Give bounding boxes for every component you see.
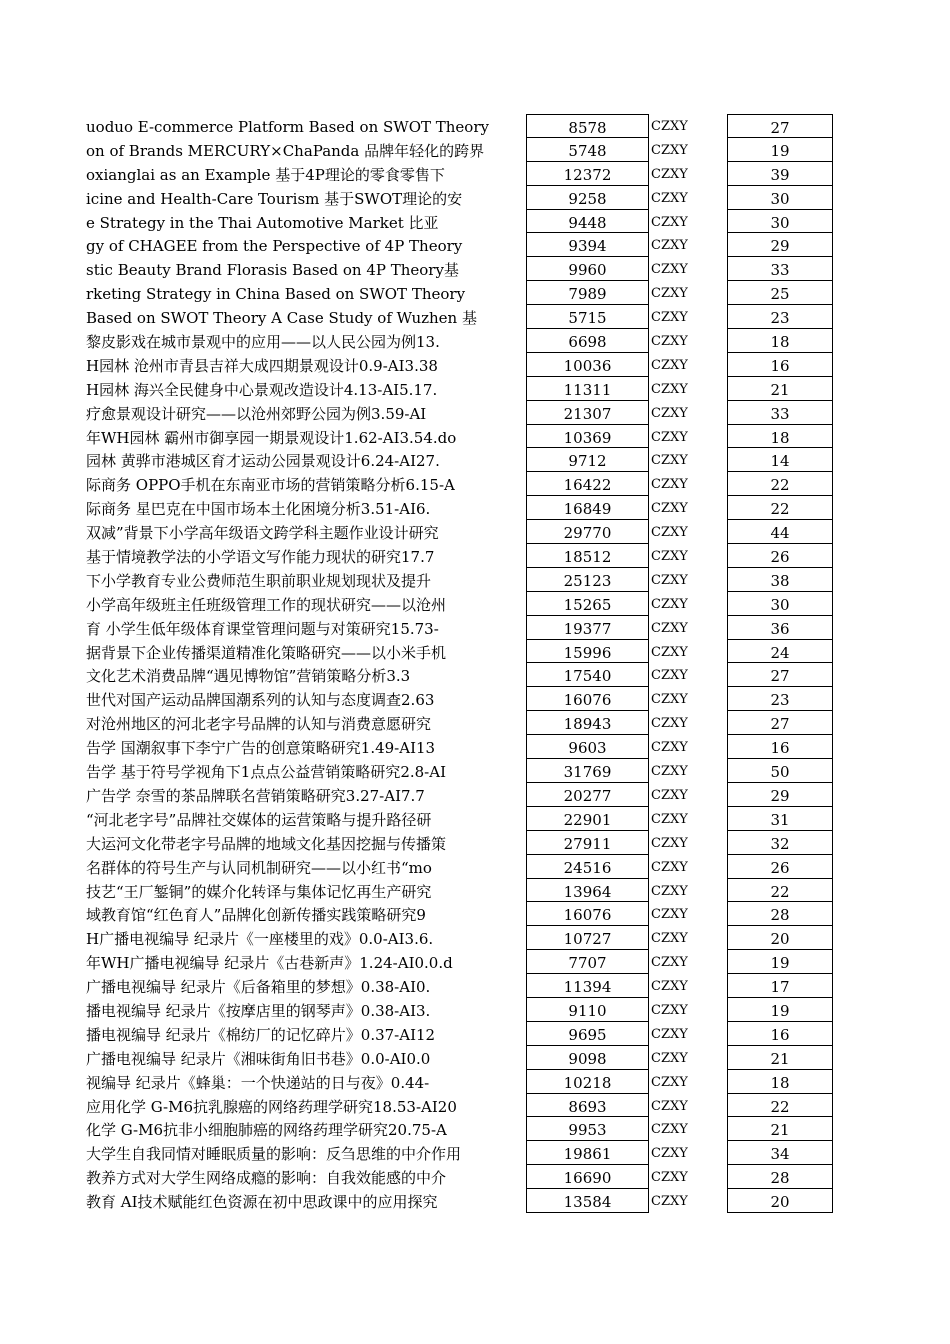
value-cell[interactable]: 29 bbox=[727, 233, 833, 257]
value-cell[interactable]: 14 bbox=[727, 448, 833, 472]
number-cell[interactable]: 11394 bbox=[526, 974, 649, 998]
code-cell[interactable]: CZXY bbox=[651, 549, 688, 565]
table-row bbox=[0, 640, 950, 664]
value-cell[interactable]: 21 bbox=[727, 377, 833, 401]
title-text: 年WH广播电视编导 纪录片《古巷新声》1.24-AI0.0.d bbox=[86, 954, 453, 973]
number-cell[interactable]: 9603 bbox=[526, 735, 649, 759]
value-cell[interactable]: 19 bbox=[727, 950, 833, 974]
title-text: “河北老字号”品牌社交媒体的运营策略与提升路径研 bbox=[86, 810, 432, 829]
number-cell[interactable]: 31769 bbox=[526, 759, 649, 783]
number-cell[interactable]: 9695 bbox=[526, 1022, 649, 1046]
value-cell[interactable]: 26 bbox=[727, 544, 833, 568]
table-row bbox=[0, 592, 950, 616]
number-cell[interactable]: 19377 bbox=[526, 616, 649, 640]
title-text: 下小学教育专业公费师范生职前职业规划现状及提升 bbox=[86, 571, 432, 590]
number-cell[interactable]: 9098 bbox=[526, 1046, 649, 1070]
title-text: rketing Strategy in China Based on SWOT Theory bbox=[86, 285, 466, 304]
value-cell[interactable]: 18 bbox=[727, 1070, 833, 1094]
value-cell[interactable]: 27 bbox=[727, 663, 833, 687]
table-row bbox=[0, 425, 950, 449]
value-cell[interactable]: 30 bbox=[727, 186, 833, 210]
value-cell[interactable]: 34 bbox=[727, 1141, 833, 1165]
title-cell[interactable] bbox=[86, 233, 526, 257]
table-row bbox=[0, 1094, 950, 1118]
code-cell[interactable]: CZXY bbox=[651, 716, 688, 732]
number-cell[interactable]: 5748 bbox=[526, 138, 649, 162]
title-text: 教育 AI技术赋能红色资源在初中思政课中的应用探究 bbox=[86, 1193, 438, 1212]
table-row bbox=[0, 568, 950, 592]
title-text: 世代对国产运动品牌国潮系列的认知与态度调查2.63 bbox=[86, 691, 435, 710]
code-cell[interactable]: CZXY bbox=[651, 764, 688, 780]
number-cell[interactable]: 18943 bbox=[526, 711, 649, 735]
number-cell[interactable]: 10036 bbox=[526, 353, 649, 377]
code-cell[interactable]: CZXY bbox=[651, 1170, 688, 1186]
value-cell[interactable]: 18 bbox=[727, 329, 833, 353]
table-row bbox=[0, 974, 950, 998]
number-cell[interactable]: 13584 bbox=[526, 1189, 649, 1213]
code-cell[interactable]: CZXY bbox=[651, 501, 688, 517]
number-cell[interactable]: 25123 bbox=[526, 568, 649, 592]
code-cell[interactable]: CZXY bbox=[651, 453, 688, 469]
code-cell[interactable]: CZXY bbox=[651, 357, 688, 373]
table-row bbox=[0, 448, 950, 472]
title-cell[interactable] bbox=[86, 1094, 526, 1118]
table-row bbox=[0, 950, 950, 974]
code-cell[interactable]: CZXY bbox=[651, 572, 688, 588]
code-cell[interactable]: CZXY bbox=[651, 620, 688, 636]
table-row bbox=[0, 735, 950, 759]
value-cell[interactable]: 16 bbox=[727, 735, 833, 759]
value-cell[interactable]: 20 bbox=[727, 926, 833, 950]
value-cell[interactable]: 18 bbox=[727, 425, 833, 449]
value-cell[interactable]: 39 bbox=[727, 162, 833, 186]
title-cell[interactable] bbox=[86, 1022, 526, 1046]
table-row bbox=[0, 687, 950, 711]
title-cell[interactable] bbox=[86, 448, 526, 472]
title-text: 际商务 OPPO手机在东南亚市场的营销策略分析6.15-A bbox=[86, 476, 455, 495]
table-row bbox=[0, 1189, 950, 1213]
title-cell[interactable] bbox=[86, 1070, 526, 1094]
value-cell[interactable]: 33 bbox=[727, 401, 833, 425]
code-cell[interactable]: CZXY bbox=[651, 1002, 688, 1018]
title-cell[interactable] bbox=[86, 687, 526, 711]
title-text: 技艺“王厂錾铜”的媒介化转译与集体记忆再生产研究 bbox=[86, 882, 432, 901]
title-cell[interactable] bbox=[86, 974, 526, 998]
title-cell[interactable] bbox=[86, 879, 526, 903]
value-cell[interactable]: 19 bbox=[727, 138, 833, 162]
title-text: 大学生自我同情对睡眠质量的影响：反刍思维的中介作用 bbox=[86, 1145, 462, 1164]
title-cell[interactable] bbox=[86, 711, 526, 735]
number-cell[interactable]: 7707 bbox=[526, 950, 649, 974]
code-cell[interactable]: CZXY bbox=[651, 907, 688, 923]
title-cell[interactable] bbox=[86, 735, 526, 759]
code-cell[interactable]: CZXY bbox=[651, 931, 688, 947]
title-text: 名群体的符号生产与认同机制研究——以小红书“mo bbox=[86, 858, 432, 877]
value-cell[interactable]: 38 bbox=[727, 568, 833, 592]
code-cell[interactable]: CZXY bbox=[651, 286, 688, 302]
table-row bbox=[0, 879, 950, 903]
value-cell[interactable]: 22 bbox=[727, 472, 833, 496]
title-text: 告学 基于符号学视角下1点点公益营销策略研究2.8-AI bbox=[86, 763, 446, 782]
title-cell[interactable] bbox=[86, 1189, 526, 1213]
table-row bbox=[0, 783, 950, 807]
title-cell[interactable] bbox=[86, 1165, 526, 1189]
number-cell[interactable]: 9712 bbox=[526, 448, 649, 472]
code-cell[interactable]: CZXY bbox=[651, 334, 688, 350]
code-cell[interactable]: CZXY bbox=[651, 525, 688, 541]
title-cell[interactable] bbox=[86, 759, 526, 783]
title-cell[interactable] bbox=[86, 353, 526, 377]
title-cell[interactable] bbox=[86, 568, 526, 592]
table-row bbox=[0, 998, 950, 1022]
code-cell[interactable]: CZXY bbox=[651, 142, 688, 158]
table-row bbox=[0, 926, 950, 950]
title-text: 广播电视编导 纪录片《后备箱里的梦想》0.38-AI0. bbox=[86, 978, 431, 997]
title-cell[interactable] bbox=[86, 1141, 526, 1165]
value-cell[interactable]: 22 bbox=[727, 496, 833, 520]
title-text: 大运河文化带老字号品牌的地域文化基因挖掘与传播策 bbox=[86, 834, 447, 853]
title-text: oxianglai as an Example 基于4P理论的零食零售下 bbox=[86, 165, 445, 184]
code-cell[interactable]: CZXY bbox=[651, 955, 688, 971]
title-cell[interactable] bbox=[86, 807, 526, 831]
title-cell[interactable] bbox=[86, 257, 526, 281]
title-cell[interactable] bbox=[86, 520, 526, 544]
title-text: Based on SWOT Theory A Case Study of Wuzhen 基 bbox=[86, 309, 477, 328]
code-cell[interactable]: CZXY bbox=[651, 668, 688, 684]
title-cell[interactable] bbox=[86, 472, 526, 496]
table-row bbox=[0, 114, 950, 138]
value-cell[interactable]: 33 bbox=[727, 257, 833, 281]
value-cell[interactable]: 29 bbox=[727, 783, 833, 807]
table-row bbox=[0, 807, 950, 831]
value-cell[interactable]: 28 bbox=[727, 902, 833, 926]
title-text: icine and Health-Care Tourism 基于SWOT理论的安 bbox=[86, 189, 463, 208]
number-cell[interactable]: 20277 bbox=[526, 783, 649, 807]
title-cell[interactable] bbox=[86, 305, 526, 329]
number-cell[interactable]: 9394 bbox=[526, 233, 649, 257]
title-text: stic Beauty Brand Florasis Based on 4P Theory基 bbox=[86, 261, 459, 280]
value-cell[interactable]: 24 bbox=[727, 640, 833, 664]
number-cell[interactable]: 16690 bbox=[526, 1165, 649, 1189]
number-cell[interactable]: 9448 bbox=[526, 210, 649, 234]
title-text: 际商务 星巴克在中国市场本土化困境分析3.51-AI6. bbox=[86, 500, 431, 519]
value-cell[interactable]: 16 bbox=[727, 353, 833, 377]
title-cell[interactable] bbox=[86, 592, 526, 616]
number-cell[interactable]: 21307 bbox=[526, 401, 649, 425]
title-cell[interactable] bbox=[86, 114, 526, 138]
title-text: e Strategy in the Thai Automotive Market 比亚 bbox=[86, 213, 439, 232]
table-row bbox=[0, 1117, 950, 1141]
table-row bbox=[0, 663, 950, 687]
code-cell[interactable]: CZXY bbox=[651, 1194, 688, 1210]
title-text: H园林 沧州市青县吉祥大成四期景观设计0.9-AI3.38 bbox=[86, 356, 438, 375]
value-cell[interactable]: 27 bbox=[727, 711, 833, 735]
number-cell[interactable]: 17540 bbox=[526, 663, 649, 687]
title-cell[interactable] bbox=[86, 544, 526, 568]
number-cell[interactable]: 8578 bbox=[526, 114, 649, 138]
number-cell[interactable]: 10727 bbox=[526, 926, 649, 950]
code-cell[interactable]: CZXY bbox=[651, 238, 688, 254]
value-cell[interactable]: 16 bbox=[727, 1022, 833, 1046]
code-cell[interactable]: CZXY bbox=[651, 883, 688, 899]
value-cell[interactable]: 26 bbox=[727, 855, 833, 879]
table-row bbox=[0, 855, 950, 879]
value-cell[interactable]: 30 bbox=[727, 210, 833, 234]
title-text: H广播电视编导 纪录片《一座楼里的戏》0.0-AI3.6. bbox=[86, 930, 434, 949]
table-row bbox=[0, 233, 950, 257]
number-cell[interactable]: 9110 bbox=[526, 998, 649, 1022]
number-cell[interactable]: 12372 bbox=[526, 162, 649, 186]
title-cell[interactable] bbox=[86, 950, 526, 974]
number-cell[interactable]: 8693 bbox=[526, 1094, 649, 1118]
table-row bbox=[0, 759, 950, 783]
spreadsheet bbox=[0, 114, 950, 1213]
value-cell[interactable]: 36 bbox=[727, 616, 833, 640]
title-text: 告学 国潮叙事下李宁广告的创意策略研究1.49-AI13 bbox=[86, 739, 436, 758]
table-row bbox=[0, 1141, 950, 1165]
title-text: on of Brands MERCURY×ChaPanda 品牌年轻化的跨界 bbox=[86, 141, 485, 160]
table-row bbox=[0, 472, 950, 496]
title-text: 小学高年级班主任班级管理工作的现状研究——以沧州 bbox=[86, 595, 447, 614]
number-cell[interactable]: 24516 bbox=[526, 855, 649, 879]
code-cell[interactable]: CZXY bbox=[651, 787, 688, 803]
table-row bbox=[0, 831, 950, 855]
value-cell[interactable]: 23 bbox=[727, 687, 833, 711]
code-cell[interactable]: CZXY bbox=[651, 405, 688, 421]
table-row bbox=[0, 305, 950, 329]
title-cell[interactable] bbox=[86, 210, 526, 234]
number-cell[interactable]: 10218 bbox=[526, 1070, 649, 1094]
table-row bbox=[0, 1022, 950, 1046]
title-text: 基于情境教学法的小学语文写作能力现状的研究17.7 bbox=[86, 548, 435, 567]
number-cell[interactable]: 9258 bbox=[526, 186, 649, 210]
title-cell[interactable] bbox=[86, 401, 526, 425]
code-cell[interactable]: CZXY bbox=[651, 190, 688, 206]
title-text: 园林 黄骅市港城区育才运动公园景观设计6.24-AI27. bbox=[86, 452, 440, 471]
title-cell[interactable] bbox=[86, 1046, 526, 1070]
table-row bbox=[0, 186, 950, 210]
code-cell[interactable]: CZXY bbox=[651, 1146, 688, 1162]
title-cell[interactable] bbox=[86, 138, 526, 162]
value-cell[interactable]: 31 bbox=[727, 807, 833, 831]
title-cell[interactable] bbox=[86, 926, 526, 950]
title-text: 域教育馆“红色育人”品牌化创新传播实践策略研究9 bbox=[86, 906, 426, 925]
table-row bbox=[0, 377, 950, 401]
code-cell[interactable]: CZXY bbox=[651, 1122, 688, 1138]
title-text: 视编导 纪录片《蜂巢：一个快递站的日与夜》0.44- bbox=[86, 1073, 430, 1092]
number-cell[interactable]: 15996 bbox=[526, 640, 649, 664]
title-text: 疗愈景观设计研究——以沧州郊野公园为例3.59-AI bbox=[86, 404, 427, 423]
title-cell[interactable] bbox=[86, 162, 526, 186]
value-cell[interactable]: 21 bbox=[727, 1046, 833, 1070]
code-cell[interactable]: CZXY bbox=[651, 119, 688, 134]
code-cell[interactable]: CZXY bbox=[651, 166, 688, 182]
number-cell[interactable]: 18512 bbox=[526, 544, 649, 568]
code-cell[interactable]: CZXY bbox=[651, 310, 688, 326]
code-cell[interactable]: CZXY bbox=[651, 596, 688, 612]
value-cell[interactable]: 22 bbox=[727, 1094, 833, 1118]
title-cell[interactable] bbox=[86, 377, 526, 401]
number-cell[interactable]: 9953 bbox=[526, 1117, 649, 1141]
code-cell[interactable]: CZXY bbox=[651, 811, 688, 827]
value-cell[interactable]: 27 bbox=[727, 114, 833, 138]
number-cell[interactable]: 6698 bbox=[526, 329, 649, 353]
code-cell[interactable]: CZXY bbox=[651, 429, 688, 445]
number-cell[interactable]: 5715 bbox=[526, 305, 649, 329]
title-cell[interactable] bbox=[86, 329, 526, 353]
value-cell[interactable]: 22 bbox=[727, 879, 833, 903]
value-cell[interactable]: 20 bbox=[727, 1189, 833, 1213]
value-cell[interactable]: 50 bbox=[727, 759, 833, 783]
title-text: 据背景下企业传播渠道精准化策略研究——以小米手机 bbox=[86, 643, 447, 662]
number-cell[interactable]: 16076 bbox=[526, 687, 649, 711]
title-text: 播电视编导 纪录片《按摩店里的钢琴声》0.38-AI3. bbox=[86, 1001, 431, 1020]
table-row bbox=[0, 902, 950, 926]
title-cell[interactable] bbox=[86, 425, 526, 449]
code-cell[interactable]: CZXY bbox=[651, 835, 688, 851]
table-row bbox=[0, 162, 950, 186]
code-cell[interactable]: CZXY bbox=[651, 740, 688, 756]
number-cell[interactable]: 19861 bbox=[526, 1141, 649, 1165]
code-cell[interactable]: CZXY bbox=[651, 1074, 688, 1090]
title-text: 教养方式对大学生网络成瘾的影响：自我效能感的中介 bbox=[86, 1169, 447, 1188]
table-row bbox=[0, 401, 950, 425]
number-cell[interactable]: 27911 bbox=[526, 831, 649, 855]
title-text: gy of CHAGEE from the Perspective of 4P Theory bbox=[86, 237, 463, 256]
table-row bbox=[0, 616, 950, 640]
table-row bbox=[0, 329, 950, 353]
value-cell[interactable]: 28 bbox=[727, 1165, 833, 1189]
title-text: 广告学 奈雪的茶品牌联名营销策略研究3.27-AI7.7 bbox=[86, 786, 425, 805]
code-cell[interactable]: CZXY bbox=[651, 1098, 688, 1114]
title-cell[interactable] bbox=[86, 281, 526, 305]
title-text: 对沧州地区的河北老字号品牌的认知与消费意愿研究 bbox=[86, 715, 432, 734]
title-text: 文化艺术消费品牌“遇见博物馆”营销策略分析3.3 bbox=[86, 667, 411, 686]
table-row bbox=[0, 496, 950, 520]
title-text: 育 小学生低年级体育课堂管理问题与对策研究15.73- bbox=[86, 619, 439, 638]
value-cell[interactable]: 32 bbox=[727, 831, 833, 855]
code-cell[interactable]: CZXY bbox=[651, 381, 688, 397]
title-cell[interactable] bbox=[86, 831, 526, 855]
number-cell[interactable]: 13964 bbox=[526, 879, 649, 903]
title-cell[interactable] bbox=[86, 186, 526, 210]
number-cell[interactable]: 16076 bbox=[526, 902, 649, 926]
number-cell[interactable]: 22901 bbox=[526, 807, 649, 831]
value-cell[interactable]: 44 bbox=[727, 520, 833, 544]
table-row bbox=[0, 1165, 950, 1189]
table-row bbox=[0, 1046, 950, 1070]
code-cell[interactable]: CZXY bbox=[651, 262, 688, 278]
title-text: 双减”背景下小学高年级语文跨学科主题作业设计研究 bbox=[86, 524, 439, 543]
code-cell[interactable]: CZXY bbox=[651, 692, 688, 708]
title-cell[interactable] bbox=[86, 616, 526, 640]
table-row bbox=[0, 138, 950, 162]
value-cell[interactable]: 19 bbox=[727, 998, 833, 1022]
code-cell[interactable]: CZXY bbox=[651, 214, 688, 230]
table-row bbox=[0, 257, 950, 281]
title-cell[interactable] bbox=[86, 640, 526, 664]
table-row bbox=[0, 210, 950, 234]
code-cell[interactable]: CZXY bbox=[651, 1026, 688, 1042]
value-cell[interactable]: 23 bbox=[727, 305, 833, 329]
table-row bbox=[0, 520, 950, 544]
value-cell[interactable]: 21 bbox=[727, 1117, 833, 1141]
title-text: 广播电视编导 纪录片《湘味街角旧书巷》0.0-AI0.0 bbox=[86, 1049, 431, 1068]
number-cell[interactable]: 11311 bbox=[526, 377, 649, 401]
title-text: 黎皮影戏在城市景观中的应用——以人民公园为例13. bbox=[86, 333, 440, 352]
value-cell[interactable]: 25 bbox=[727, 281, 833, 305]
number-cell[interactable]: 16422 bbox=[526, 472, 649, 496]
code-cell[interactable]: CZXY bbox=[651, 477, 688, 493]
number-cell[interactable]: 16849 bbox=[526, 496, 649, 520]
title-cell[interactable] bbox=[86, 783, 526, 807]
value-cell[interactable]: 30 bbox=[727, 592, 833, 616]
number-cell[interactable]: 29770 bbox=[526, 520, 649, 544]
title-text: 年WH园林 霸州市御享园一期景观设计1.62-AI3.54.do bbox=[86, 428, 457, 447]
title-cell[interactable] bbox=[86, 855, 526, 879]
title-text: uoduo E-commerce Platform Based on SWOT Theory bbox=[86, 118, 489, 136]
table-row bbox=[0, 1070, 950, 1094]
number-cell[interactable]: 15265 bbox=[526, 592, 649, 616]
table-row bbox=[0, 281, 950, 305]
code-cell[interactable]: CZXY bbox=[651, 859, 688, 875]
title-cell[interactable] bbox=[86, 902, 526, 926]
number-cell[interactable]: 10369 bbox=[526, 425, 649, 449]
number-cell[interactable]: 9960 bbox=[526, 257, 649, 281]
code-cell[interactable]: CZXY bbox=[651, 1050, 688, 1066]
title-text: 播电视编导 纪录片《棉纺厂的记忆碎片》0.37-AI12 bbox=[86, 1025, 436, 1044]
title-text: 化学 G-M6抗非小细胞肺癌的网络药理学研究20.75-A bbox=[86, 1121, 447, 1140]
title-text: H园林 海兴全民健身中心景观改造设计4.13-AI5.17. bbox=[86, 380, 438, 399]
title-cell[interactable] bbox=[86, 1117, 526, 1141]
table-row bbox=[0, 544, 950, 568]
title-cell[interactable] bbox=[86, 496, 526, 520]
title-text: 应用化学 G-M6抗乳腺癌的网络药理学研究18.53-AI20 bbox=[86, 1097, 457, 1116]
value-cell[interactable]: 17 bbox=[727, 974, 833, 998]
title-cell[interactable] bbox=[86, 998, 526, 1022]
table-row bbox=[0, 353, 950, 377]
code-cell[interactable]: CZXY bbox=[651, 644, 688, 660]
code-cell[interactable]: CZXY bbox=[651, 979, 688, 995]
title-cell[interactable] bbox=[86, 663, 526, 687]
number-cell[interactable]: 7989 bbox=[526, 281, 649, 305]
table-row bbox=[0, 711, 950, 735]
